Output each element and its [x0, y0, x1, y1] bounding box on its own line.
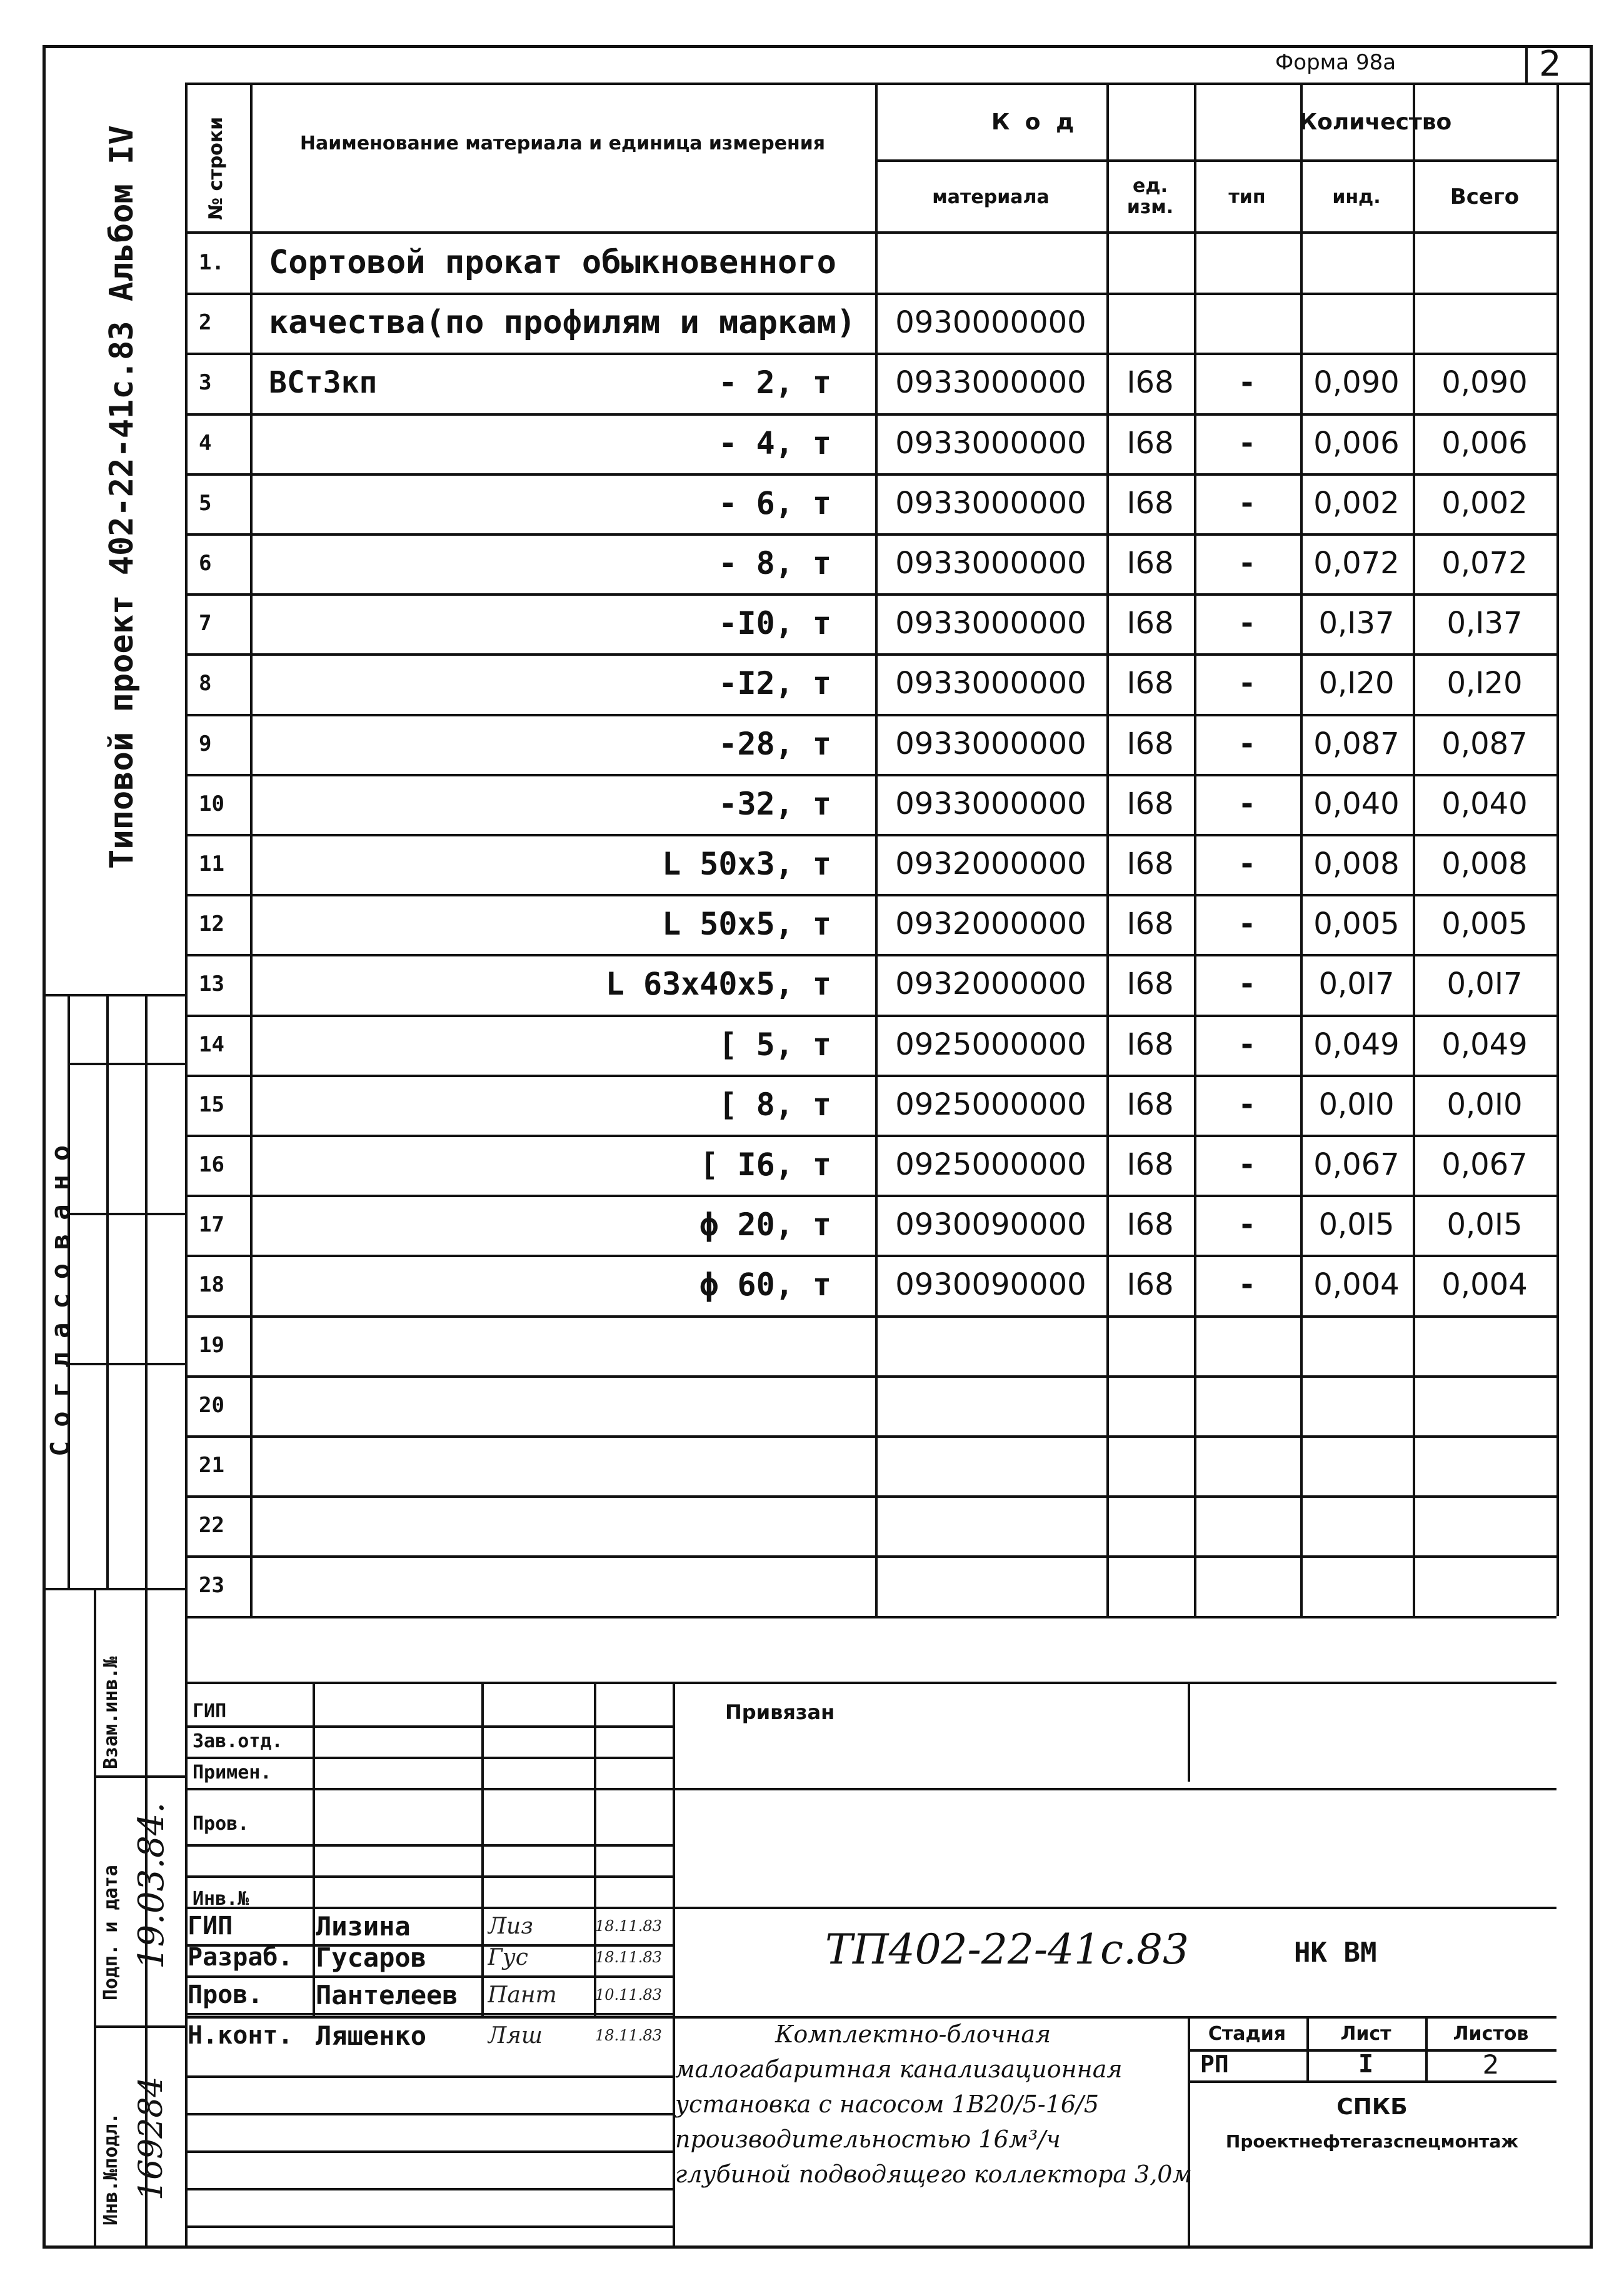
total-value: 0,040 — [1441, 786, 1528, 821]
material-code: 0930090000 — [895, 1267, 1086, 1302]
margin-line — [106, 994, 109, 1588]
ind-value: 0,040 — [1313, 786, 1400, 821]
stamp-gip-label: ГИП — [193, 1700, 227, 1722]
total-value: 0,0I0 — [1446, 1087, 1523, 1122]
table-row-line — [185, 1315, 1556, 1318]
stage-value: РП — [1200, 2050, 1229, 2078]
margin-line — [68, 994, 70, 1588]
description-line: малогабаритная канализационная — [675, 2055, 1123, 2083]
material-profile: -32, т — [718, 786, 831, 822]
material-code: 0930000000 — [895, 305, 1086, 340]
stamp-line — [1306, 2016, 1309, 2080]
margin-line — [43, 1588, 186, 1590]
unit-code: I68 — [1126, 546, 1174, 581]
sheet-label: Лист — [1340, 2022, 1391, 2045]
stamp-line — [185, 2113, 673, 2115]
stamp-line — [1188, 2080, 1556, 2083]
stamp-privyazan: Привязан — [725, 1700, 835, 1724]
unit-code: I68 — [1126, 1087, 1174, 1122]
stamp-line — [1425, 2016, 1428, 2080]
table-column-line — [1194, 83, 1196, 1616]
stamp-line — [481, 1682, 484, 1907]
header-total: Всего — [1450, 184, 1520, 209]
sign-date: 18.11.83 — [595, 1917, 662, 1935]
material-code: 0925000000 — [895, 1147, 1086, 1182]
material-profile: L 63x40x5, т — [605, 966, 831, 1002]
material-profile: ϕ 20, т — [699, 1207, 831, 1243]
stamp-line — [185, 1616, 188, 2249]
total-value: 0,006 — [1441, 426, 1528, 461]
table-column-line — [1556, 83, 1559, 1616]
material-code: 0933000000 — [895, 726, 1086, 761]
form-label: Форма 98а — [1275, 50, 1396, 75]
page-corner-number: 2 — [1539, 44, 1561, 84]
margin-line — [94, 2025, 186, 2028]
type-value: - — [1241, 1147, 1253, 1182]
total-value: 0,067 — [1441, 1147, 1528, 1182]
description-line: установка с насосом 1В20/5-16/5 — [675, 2090, 1100, 2118]
row-number: 23 — [199, 1573, 224, 1598]
sheets-value: 2 — [1482, 2049, 1500, 2079]
header-name: Наименование материала и единица измерения — [299, 133, 826, 154]
stamp-line — [594, 1907, 596, 2016]
stamp-line — [185, 1682, 1556, 1684]
table-header-line — [185, 231, 1556, 234]
total-value: 0,005 — [1441, 906, 1528, 941]
total-value: 0,0I5 — [1446, 1207, 1523, 1242]
signer-role: ГИП — [188, 1912, 233, 1940]
row-number: 2 — [199, 310, 212, 335]
material-profile: L 50x3, т — [662, 846, 831, 882]
signer-signature: Гус — [488, 1944, 528, 1970]
row-number: 14 — [199, 1032, 224, 1057]
row-number: 6 — [199, 551, 212, 576]
signer-name: Гусаров — [316, 1942, 427, 1973]
type-value: - — [1241, 666, 1253, 701]
row-number: 20 — [199, 1393, 224, 1418]
row-number: 10 — [199, 791, 224, 816]
description-line: глубиной подводящего коллектора 3,0м — [675, 2160, 1192, 2188]
header-material: материала — [932, 186, 1050, 208]
ind-value: 0,0I7 — [1318, 966, 1395, 1001]
header-type: тип — [1228, 186, 1266, 208]
stamp-line — [185, 1757, 673, 1759]
unit-code: I68 — [1126, 846, 1174, 881]
material-profile: [ 8, т — [718, 1086, 831, 1123]
table-column-line — [875, 83, 878, 1616]
row-number: 5 — [199, 491, 212, 516]
type-value: - — [1241, 726, 1253, 761]
table-row-line — [185, 1195, 1556, 1197]
table-column-line — [1300, 83, 1303, 1616]
stamp-line — [313, 1907, 315, 2016]
signer-signature: Ляш — [488, 2022, 543, 2049]
type-value: - — [1241, 786, 1253, 821]
table-row-line — [185, 533, 1556, 536]
stamp-line — [185, 2075, 673, 2078]
material-profile: - 6, т — [718, 485, 831, 521]
side-title: Типовой проект 402-22-41с.83 Альбом IV — [103, 125, 141, 869]
ind-value: 0,I37 — [1318, 606, 1395, 641]
signer-name: Ляшенко — [316, 2020, 427, 2051]
sign-date: 18.11.83 — [595, 2027, 662, 2044]
ind-value: 0,0I5 — [1318, 1207, 1395, 1242]
type-value: - — [1241, 966, 1253, 1001]
material-name: ВСт3кп — [269, 365, 378, 400]
stamp-line — [673, 1682, 675, 2249]
material-profile: [ 5, т — [718, 1026, 831, 1063]
material-code: 0933000000 — [895, 786, 1086, 821]
table-row-line — [185, 1255, 1556, 1257]
unit-code: I68 — [1126, 1027, 1174, 1062]
table-row-line — [185, 653, 1556, 656]
stamp-line — [481, 1907, 484, 2016]
unit-code: I68 — [1126, 426, 1174, 461]
margin-line — [68, 1063, 186, 1065]
row-number: 17 — [199, 1212, 224, 1237]
stamp-inv-label: Инв.№ — [193, 1888, 249, 1910]
header-unit: ед. изм. — [1126, 175, 1174, 218]
table-column-line — [1106, 83, 1109, 1616]
sheets-label: Листов — [1453, 2022, 1529, 2045]
table-column-line — [1413, 83, 1415, 1616]
signer-role: Н.конт. — [188, 2021, 293, 2050]
unit-code: I68 — [1126, 906, 1174, 941]
margin-line — [94, 1775, 186, 1778]
description-line: производительностью 16м³/ч — [675, 2125, 1061, 2153]
sign-date: 10.11.83 — [595, 1986, 662, 2004]
table-row-line — [185, 1135, 1556, 1137]
row-number: 11 — [199, 851, 224, 876]
ind-value: 0,I20 — [1318, 666, 1395, 701]
material-profile: - 4, т — [718, 425, 831, 461]
row-number: 8 — [199, 671, 212, 696]
signer-signature: Пант — [488, 1982, 557, 2008]
ind-value: 0,008 — [1313, 846, 1400, 881]
material-profile: -28, т — [718, 726, 831, 762]
material-profile: L 50x5, т — [662, 906, 831, 942]
material-code: 0930090000 — [895, 1207, 1086, 1242]
side-inv: Инв.№подл. — [100, 2112, 122, 2225]
side-podp: Подп. и дата — [100, 1865, 122, 2000]
type-value: - — [1241, 365, 1253, 400]
unit-code: I68 — [1126, 1207, 1174, 1242]
signer-name: Лизина — [316, 1910, 411, 1942]
row-number: 19 — [199, 1333, 224, 1358]
total-value: 0,0I7 — [1446, 966, 1523, 1001]
stamp-line — [594, 1682, 596, 1907]
row-number: 12 — [199, 911, 224, 936]
row-number: 22 — [199, 1513, 224, 1538]
row-number: 13 — [199, 971, 224, 996]
margin-line — [68, 1363, 186, 1365]
table-row-line — [185, 714, 1556, 716]
org-name: СПКБ — [1336, 2094, 1408, 2120]
table-row-line — [185, 413, 1556, 416]
header-ind: инд. — [1332, 186, 1381, 208]
margin-line — [94, 1588, 96, 2249]
material-code: 0933000000 — [895, 606, 1086, 641]
type-value: - — [1241, 486, 1253, 521]
stamp-line — [673, 1788, 1556, 1790]
material-code: 0933000000 — [895, 486, 1086, 521]
unit-code: I68 — [1126, 1147, 1174, 1182]
stamp-line — [185, 1944, 673, 1947]
table-row-line — [185, 1495, 1556, 1498]
table-row-line — [185, 1435, 1556, 1438]
sign-date: 18.11.83 — [595, 1949, 662, 1966]
stamp-line — [185, 1907, 1556, 1909]
unit-code: I68 — [1126, 1267, 1174, 1302]
side-agreed: Согласовано — [45, 1131, 76, 1457]
material-profile: ϕ 60, т — [699, 1267, 831, 1303]
table-row-line — [185, 1555, 1556, 1558]
table-row-line — [185, 1015, 1556, 1017]
total-value: 0,049 — [1441, 1027, 1528, 1062]
table-row-line — [185, 1616, 1556, 1618]
side-inv-hand: 169284 — [133, 2076, 170, 2200]
ind-value: 0,0I0 — [1318, 1087, 1395, 1122]
ind-value: 0,090 — [1313, 365, 1400, 400]
unit-code: I68 — [1126, 365, 1174, 400]
designation: ТП402-22-41с.83 — [825, 1925, 1190, 1974]
signer-role: Пров. — [188, 1980, 263, 2009]
stamp-line — [185, 2225, 673, 2228]
table-top-line — [185, 83, 1556, 85]
corner-divider — [1525, 45, 1528, 83]
total-value: 0,008 — [1441, 846, 1528, 881]
material-profile: - 8, т — [718, 545, 831, 581]
stamp-line — [185, 1725, 673, 1728]
type-value: - — [1241, 1267, 1253, 1302]
type-value: - — [1241, 546, 1253, 581]
table-row-line — [185, 353, 1556, 355]
table-row-line — [185, 834, 1556, 836]
total-value: 0,090 — [1441, 365, 1528, 400]
designation-suffix: НК ВМ — [1294, 1937, 1377, 1969]
ind-value: 0,049 — [1313, 1027, 1400, 1062]
type-value: - — [1241, 1087, 1253, 1122]
unit-code: I68 — [1126, 786, 1174, 821]
total-value: 0,004 — [1441, 1267, 1528, 1302]
total-value: 0,072 — [1441, 546, 1528, 581]
type-value: - — [1241, 846, 1253, 881]
stamp-zav-label: Зав.отд. — [193, 1730, 283, 1752]
ind-value: 0,006 — [1313, 426, 1400, 461]
stamp-line — [185, 1788, 673, 1790]
material-code: 0933000000 — [895, 666, 1086, 701]
side-date-hand: 19.03.84. — [131, 1802, 172, 1969]
row-number: 16 — [199, 1152, 224, 1177]
material-code: 0932000000 — [895, 906, 1086, 941]
material-profile: [ I6, т — [699, 1147, 831, 1183]
table-row-line — [185, 774, 1556, 776]
ind-value: 0,072 — [1313, 546, 1400, 581]
org-full-name: Проектнефтегазспецмонтаж — [1225, 2130, 1519, 2152]
table-column-line — [250, 83, 253, 1616]
margin-line — [68, 1213, 186, 1215]
material-profile: -I2, т — [718, 665, 831, 701]
material-profile: -I0, т — [718, 605, 831, 641]
ind-value: 0,067 — [1313, 1147, 1400, 1182]
unit-code: I68 — [1126, 606, 1174, 641]
margin-line — [43, 994, 186, 996]
stamp-line — [185, 2188, 673, 2190]
stamp-line — [185, 2150, 673, 2153]
description-line: Комплектно-блочная — [775, 2020, 1051, 2048]
header-code: К о д — [991, 109, 1078, 135]
header-row-no: № строки — [205, 116, 227, 220]
total-value: 0,I37 — [1446, 606, 1523, 641]
table-row-line — [185, 1375, 1556, 1378]
signer-name: Пантелеев — [316, 1979, 458, 2010]
stamp-line — [1188, 1682, 1190, 1782]
material-code: 0932000000 — [895, 966, 1086, 1001]
ind-value: 0,004 — [1313, 1267, 1400, 1302]
table-column-line — [185, 83, 188, 1616]
table-row-line — [185, 894, 1556, 896]
stamp-line — [185, 1875, 673, 1878]
ind-value: 0,005 — [1313, 906, 1400, 941]
stamp-line — [1188, 2049, 1556, 2052]
material-code: 0933000000 — [895, 546, 1086, 581]
total-value: 0,002 — [1441, 486, 1528, 521]
type-value: - — [1241, 1027, 1253, 1062]
row-number: 1. — [199, 250, 224, 275]
type-value: - — [1241, 906, 1253, 941]
signer-signature: Лиз — [488, 1913, 533, 1939]
stamp-line — [185, 1975, 673, 1978]
material-code: 0932000000 — [895, 846, 1086, 881]
stage-label: Стадия — [1208, 2022, 1286, 2045]
table-subheader-line — [875, 159, 1556, 162]
ind-value: 0,002 — [1313, 486, 1400, 521]
stamp-primen-label: Примен. — [193, 1762, 272, 1784]
material-profile: - 2, т — [718, 364, 831, 401]
unit-code: I68 — [1126, 966, 1174, 1001]
unit-code: I68 — [1126, 666, 1174, 701]
material-name: качества(по профилям и маркам) — [269, 304, 856, 341]
table-row-line — [185, 473, 1556, 476]
material-code: 0925000000 — [895, 1027, 1086, 1062]
stamp-line — [313, 1682, 315, 1907]
row-number: 15 — [199, 1092, 224, 1117]
row-number: 21 — [199, 1453, 224, 1478]
table-row-line — [185, 954, 1556, 956]
margin-line — [145, 1588, 148, 2249]
total-value: 0,I20 — [1446, 666, 1523, 701]
unit-code: I68 — [1126, 726, 1174, 761]
material-name: Сортовой прокат обыкновенного — [269, 244, 836, 281]
stamp-line — [185, 1844, 673, 1847]
sheet-value: I — [1358, 2050, 1374, 2079]
material-code: 0925000000 — [895, 1087, 1086, 1122]
row-number: 4 — [199, 431, 212, 456]
row-number: 7 — [199, 611, 212, 636]
type-value: - — [1241, 426, 1253, 461]
stamp-line — [185, 2016, 1556, 2019]
type-value: - — [1241, 606, 1253, 641]
header-quantity: Количество — [1298, 109, 1452, 135]
ind-value: 0,087 — [1313, 726, 1400, 761]
type-value: - — [1241, 1207, 1253, 1242]
total-value: 0,087 — [1441, 726, 1528, 761]
stamp-prov-label: Пров. — [193, 1813, 249, 1835]
side-vzam: Взам.инв.№ — [100, 1656, 122, 1769]
stamp-line — [185, 2013, 673, 2015]
row-number: 18 — [199, 1272, 224, 1297]
signer-role: Разраб. — [188, 1943, 293, 1972]
table-row-line — [185, 593, 1556, 596]
unit-code: I68 — [1126, 486, 1174, 521]
row-number: 3 — [199, 370, 212, 395]
margin-line — [145, 994, 148, 1588]
row-number: 9 — [199, 731, 212, 756]
material-code: 0933000000 — [895, 426, 1086, 461]
table-row-line — [185, 1075, 1556, 1077]
table-row-line — [185, 293, 1556, 295]
material-code: 0933000000 — [895, 365, 1086, 400]
